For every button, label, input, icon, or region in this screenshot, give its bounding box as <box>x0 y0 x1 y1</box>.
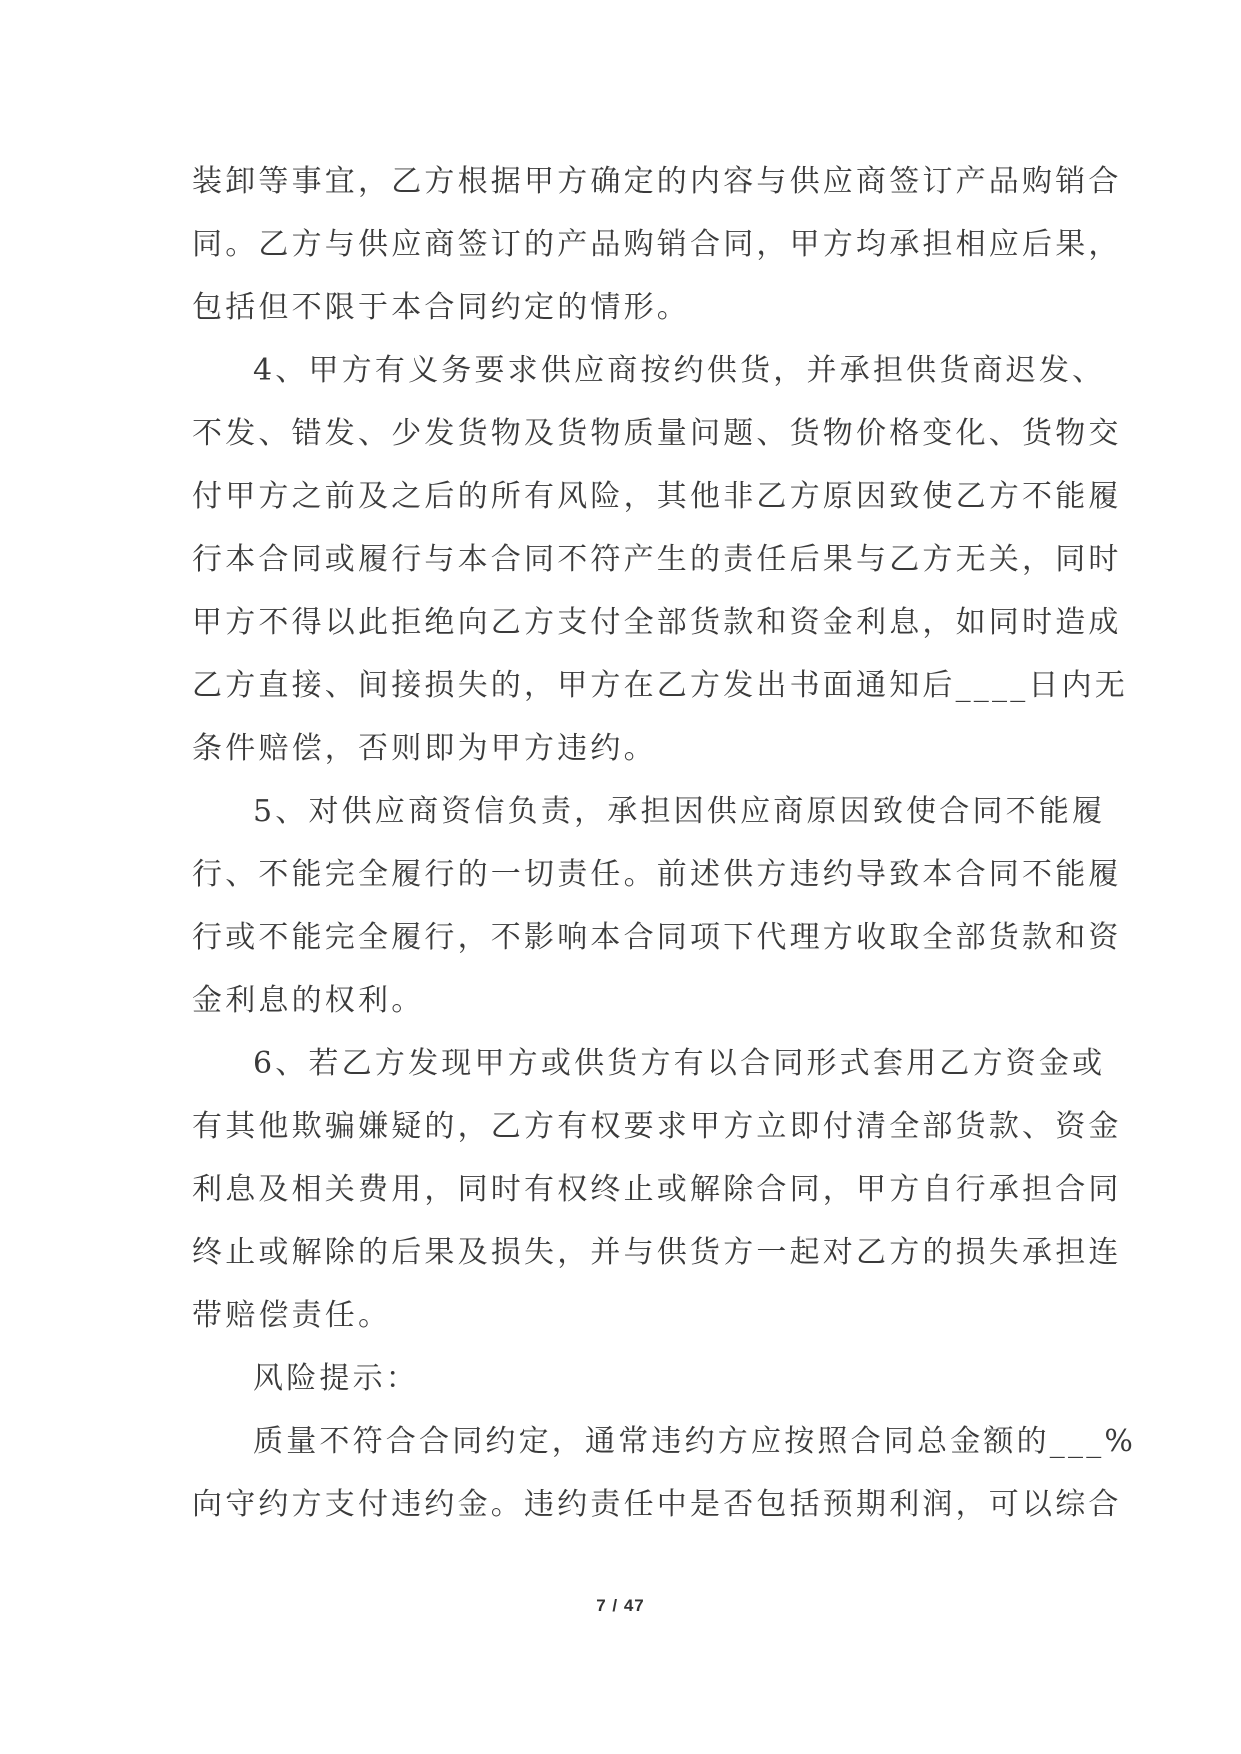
text-line: 行或不能完全履行，不影响本合同项下代理方收取全部货款和资 <box>192 920 1122 955</box>
text-line: 条件赔偿，否则即为甲方违约。 <box>192 731 657 766</box>
clause-6-first-line: 6、若乙方发现甲方或供货方有以合同形式套用乙方资金或 <box>253 1046 1106 1081</box>
text-line: 向守约方支付违约金。违约责任中是否包括预期利润，可以综合 <box>192 1487 1122 1522</box>
text-line: 装卸等事宜，乙方根据甲方确定的内容与供应商签订产品购销合 <box>192 164 1122 199</box>
text-line: 甲方不得以此拒绝向乙方支付全部货款和资金利息，如同时造成 <box>192 605 1122 640</box>
clause-5-first-line: 5、对供应商资信负责，承担因供应商原因致使合同不能履 <box>253 794 1106 829</box>
text-line: 不发、错发、少发货物及货物质量问题、货物价格变化、货物交 <box>192 416 1122 451</box>
text-line: 付甲方之前及之后的所有风险，其他非乙方原因致使乙方不能履 <box>192 479 1122 514</box>
text-line: 同。乙方与供应商签订的产品购销合同，甲方均承担相应后果， <box>192 227 1122 262</box>
text-line: 金利息的权利。 <box>192 983 425 1018</box>
text-line: 终止或解除的后果及损失，并与供货方一起对乙方的损失承担连 <box>192 1235 1122 1270</box>
contract-body-text <box>192 150 1137 1536</box>
text-line: 有其他欺骗嫌疑的，乙方有权要求甲方立即付清全部货款、资金 <box>192 1109 1122 1144</box>
text-line: 包括但不限于本合同约定的情形。 <box>192 290 690 325</box>
text-line: 行本合同或履行与本合同不符产生的责任后果与乙方无关，同时 <box>192 542 1122 577</box>
risk-warning-heading: 风险提示： <box>253 1361 419 1396</box>
text-line: 行、不能完全履行的一切责任。前述供方违约导致本合同不能履 <box>192 857 1122 892</box>
text-line: 利息及相关费用，同时有权终止或解除合同，甲方自行承担合同 <box>192 1172 1122 1207</box>
text-line: 带赔偿责任。 <box>192 1298 392 1333</box>
text-line: 乙方直接、间接损失的，甲方在乙方发出书面通知后____日内无 <box>192 668 1128 703</box>
clause-4-first-line: 4、甲方有义务要求供应商按约供货，并承担供货商迟发、 <box>253 353 1106 388</box>
page-number: 7 / 47 <box>596 1596 645 1615</box>
risk-warning-first-line: 质量不符合合同约定，通常违约方应按照合同总金额的___% <box>253 1424 1137 1459</box>
